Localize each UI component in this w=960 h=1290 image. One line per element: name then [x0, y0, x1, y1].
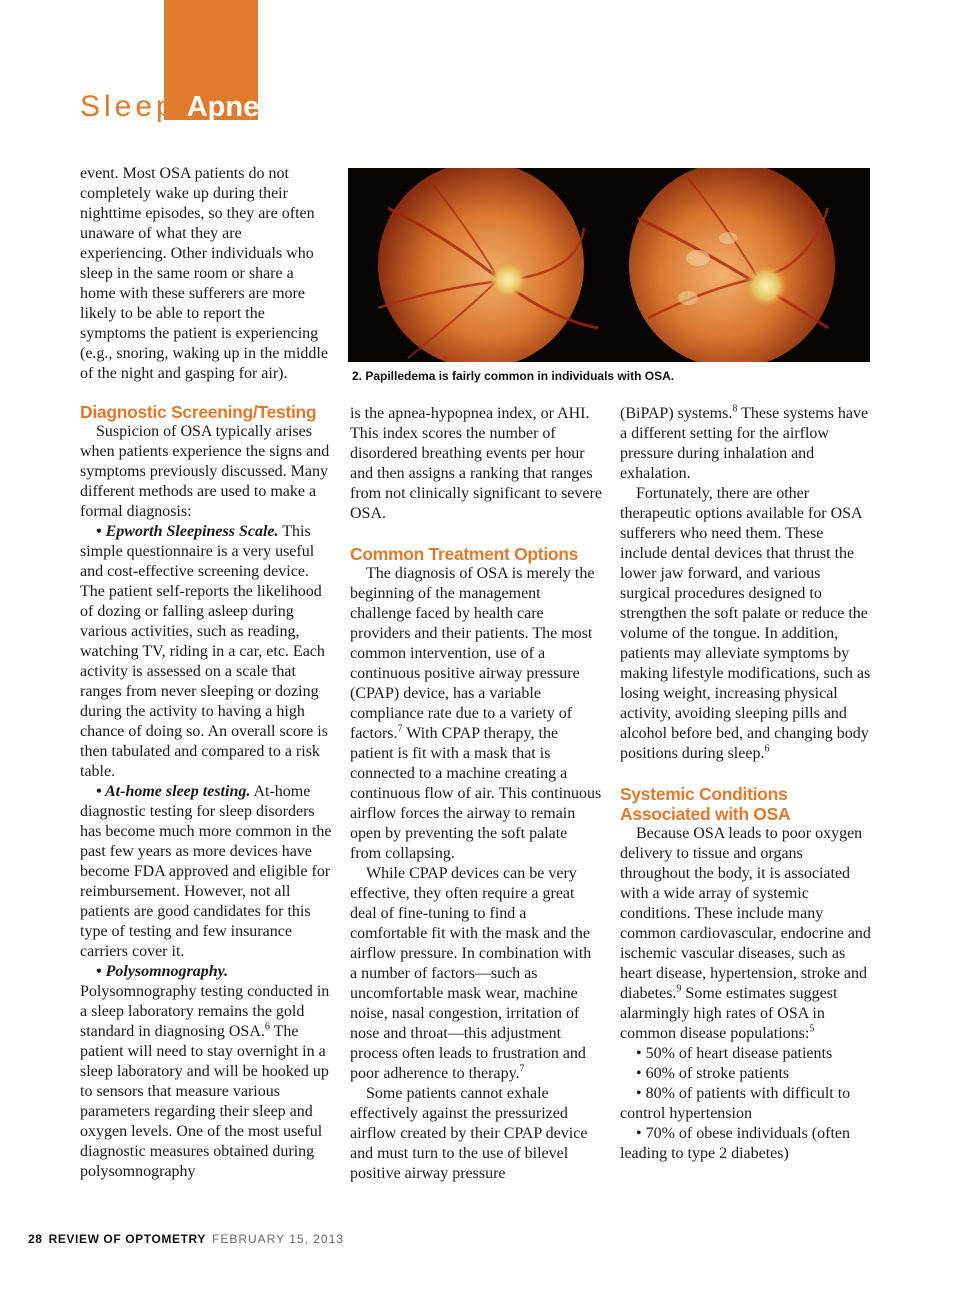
paragraph: Suspicion of OSA typically arises when patients experience the signs and symptoms previously discussed. Many different methods are used to make a formal diagnosis:	[80, 423, 330, 520]
page-footer	[28, 1231, 344, 1247]
paragraph: Some patients cannot exhale effectively against the pressurized airflow created by their CPAP device and must turn to the use of bilevel positive airway pressure	[350, 1085, 588, 1182]
section-header	[80, 86, 275, 122]
column-2	[350, 404, 602, 1184]
bullet-text: The patient will need to stay overnight in a sleep laboratory and will be hooked up to sensors that measure various parameters regarding their sleep and oxygen levels. One of the most useful diagnostic measures obtained during polysomnography	[80, 1023, 329, 1180]
list-item: • 80% of patients with difficult to control hypertension	[620, 1085, 851, 1122]
paragraph	[350, 564, 602, 864]
section-title-word2: Apnea	[186, 91, 276, 123]
reference-number: 6	[264, 1021, 270, 1033]
paragraph: is the apnea-hypopnea index, or AHI. This index scores the number of disordered breathing events per hour and then assigns a ranking that ranges from not clinically significant to severe OSA.	[350, 405, 602, 522]
bullet-at-home-testing	[80, 782, 332, 962]
bullet-term: • Polysomnography.	[96, 963, 229, 980]
bullet-text: At-home diagnostic testing for sleep disorders has become much more common in the past few years as more devices have become FDA approved and eligible for reimbursement. However, not all patients are good candidates for this type of testing and few insurance carriers cover it.	[80, 783, 332, 960]
reference-number: 7	[397, 723, 403, 735]
paragraph	[620, 404, 872, 484]
fundus-left	[378, 168, 598, 362]
list-item: • 60% of stroke patients	[636, 1065, 790, 1082]
bullet-epworth	[80, 522, 332, 782]
page-number: 28	[28, 1232, 43, 1246]
paragraph: event. Most OSA patients do not completely wake up during their nighttime episodes, so they are often unaware of what they are experiencing. Other individuals who sleep in the same room or share a home with these sufferers are more likely to be able to report the symptoms the patient is experiencing (e.g., snoring, waking up in the middle of the night and gasping for air).	[80, 165, 328, 382]
paragraph-text: Some estimates suggest alarmingly high rates of OSA in common disease populations:	[620, 985, 838, 1042]
bullet-term: • Epworth Sleepiness Scale.	[96, 523, 279, 540]
section-title-word1: Sleep	[80, 90, 177, 123]
fundus-photo-figure	[348, 168, 870, 362]
bullet-text: Polysomnography testing conducted in a sleep laboratory remains the gold standard in diagnosing OSA.	[80, 983, 330, 1040]
list-item: • 70% of obese individuals (often leading to type 2 diabetes)	[620, 1125, 850, 1162]
list-item: • 50% of heart disease patients	[636, 1045, 833, 1062]
column-3	[620, 404, 872, 1164]
paragraph	[620, 824, 872, 1044]
paragraph-text: Fortunately, there are other therapeutic options available for OSA sufferers who need them. These include dental devices that thrust the lower jaw forward, and various surgical procedures designed to strengthen the soft palate or reduce the volume of the tongue. In addition, patients may alleviate symptoms by making lifestyle modifications, such as losing weight, increasing physical activity, avoiding sleeping pills and alcohol before bed, and changing body positions during sleep.	[620, 485, 871, 762]
column-1	[80, 164, 332, 384]
paragraph	[620, 484, 872, 764]
paragraph	[350, 864, 602, 1084]
bullet-polysomnography	[80, 962, 332, 1182]
reference-number: 9	[676, 983, 682, 995]
issue-date: FEBRUARY 15, 2013	[211, 1232, 344, 1246]
reference-number: 7	[519, 1063, 525, 1075]
reference-number: 8	[732, 403, 738, 415]
heading-systemic-conditions: Systemic Conditions Associated with OSA	[620, 784, 791, 824]
magazine-name: REVIEW OF OPTOMETRY	[48, 1232, 206, 1246]
fundus-photos	[348, 168, 870, 362]
paragraph-text: While CPAP devices can be very effective, they often require a great deal of fine-tuning to find a comfortable fit with the mask and the airflow pressure. In combination with a number of factors—such as uncomfortable mask wear, machine noise, nasal congestion, irritation of nose and throat—this adjustment process often leads to frustration and poor adherence to therapy.	[350, 865, 592, 1082]
paragraph-text: The diagnosis of OSA is merely the beginning of the management challenge faced by health care providers and their patients. The most common intervention, use of a continuous positive airway pressure (CPAP) device, has a variable compliance rate due to a variety of factors.	[350, 565, 595, 742]
paragraph-text: With CPAP therapy, the patient is fit with a mask that is connected to a machine creating a continuous flow of air. This continuous airflow forces the airway to remain open by preventing the soft palate from collapsing.	[350, 725, 602, 862]
fundus-right	[629, 168, 835, 362]
paragraph-text: These systems have a different setting for the airflow pressure during inhalation and exhalation.	[620, 405, 869, 482]
bullet-term: • At-home sleep testing.	[96, 783, 251, 800]
heading-diagnostic-screening: Diagnostic Screening/Testing	[80, 402, 317, 422]
paragraph-text: (BiPAP) systems.	[620, 405, 733, 422]
reference-number: 6	[764, 743, 770, 755]
reference-number: 5	[809, 1023, 815, 1035]
figure-caption: 2. Papilledema is fairly common in individuals with OSA.	[352, 369, 675, 383]
paragraph-text: Because OSA leads to poor oxygen delivery to tissue and organs throughout the body, it is associated with a wide array of systemic conditions. These include many common cardiovascular, endocrine and ischemic vascular diseases, such as heart disease, hypertension, stroke and diabetes.	[620, 825, 871, 1002]
heading-common-treatment-options: Common Treatment Options	[350, 544, 579, 564]
column-1-lower	[80, 402, 332, 1182]
bullet-text: This simple questionnaire is a very useful and cost-effective screening device. The patient self-reports the likelihood of dozing or falling asleep during various activities, such as reading, watching TV, riding in a car, etc. Each activity is assessed on a scale that ranges from never sleeping or dozing during the activity to having a high chance of doing so. An overall score is then tabulated and compared to a risk table.	[80, 523, 328, 780]
